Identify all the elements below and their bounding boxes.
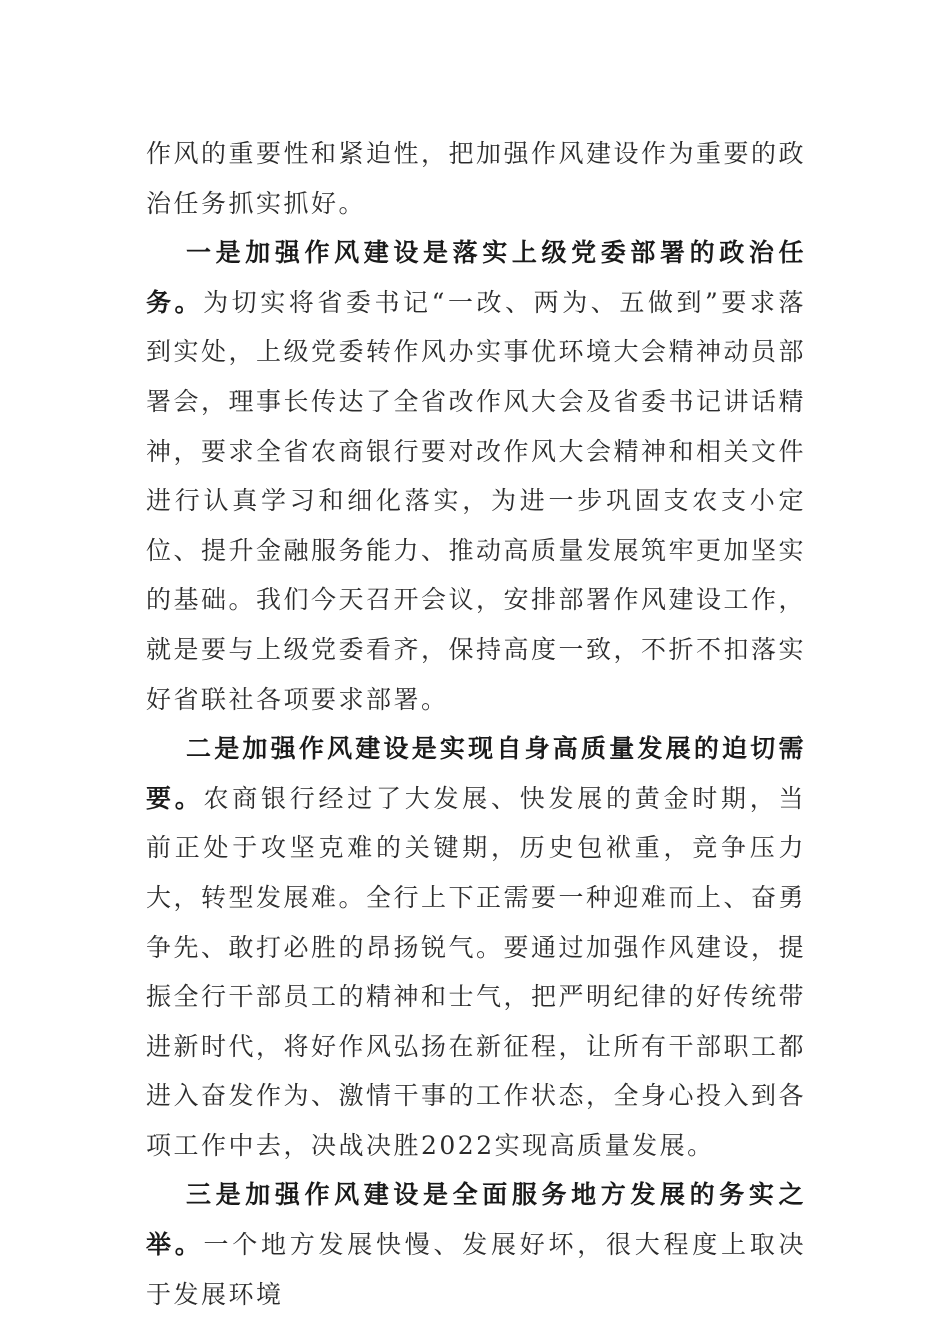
paragraph-point-two [146, 724, 806, 1170]
paragraph-text: 为切实将省委书记“一改、两为、五做到”要求落到实处，上级党委转作风办实事优环境大会精神动员部署会，理事长传达了全省改作风大会及省委书记讲话精神，要求全省农商银行要对改作风大会精神和相关文件进行认真学习和细化落实，为进一步巩固支农支小定位、提升金融服务能力、推动高质量发展筑牢更加坚实的基础。我们今天召开会议，安排部署作风建设工作，就是要与上级党委看齐，保持高度一致，不折不扣落实好省联社各项要求部署。 [146, 287, 807, 714]
paragraph-text: 作风的重要性和紧迫性，把加强作风建设作为重要的政治任务抓实抓好。 [146, 139, 807, 218]
paragraph-point-one [146, 228, 806, 724]
paragraph-point-three [146, 1170, 806, 1319]
paragraph-intro-continuation [146, 129, 806, 228]
paragraph-text: 农商银行经过了大发展、快发展的黄金时期，当前正处于攻坚克难的关键期，历史包袱重，竞争压力大，转型发展难。全行上下正需要一种迎难而上、奋勇争先、敢打必胜的昂扬锐气。要通过加强作风建设，提振全行干部员工的精神和士气，把严明纪律的好传统带进新时代，将好作风弘扬在新征程，让所有干部职工都进入奋发作为、激情干事的工作状态，全身心投入到各项工作中去，决战决胜2022实现高质量发展。 [146, 783, 807, 1160]
document-body [146, 129, 806, 1319]
paragraph-text: 一个地方发展快慢、发展好坏，很大程度上取决于发展环境 [146, 1230, 806, 1309]
paragraph-lead: 三是加强作风建设是全面服务地方发展的务实之举。 [146, 1180, 806, 1260]
paragraph-lead: 一是加强作风建设是落实上级党委部署的政治任务。 [146, 238, 806, 317]
paragraph-lead: 二是加强作风建设是实现自身高质量发展的迫切需要。 [146, 734, 806, 813]
